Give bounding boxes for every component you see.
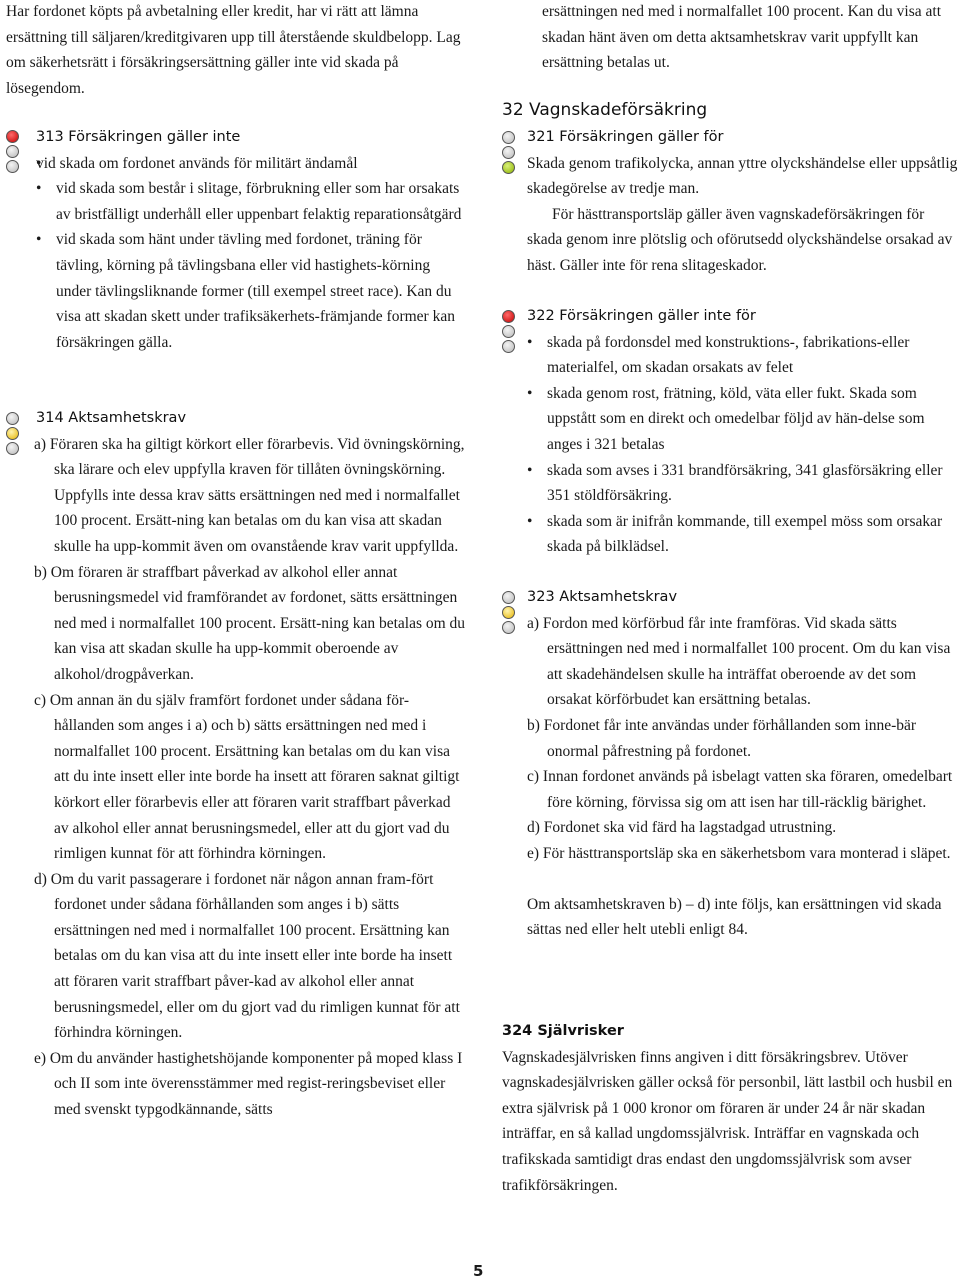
section-321-heading: 321 Försäkringen gäller för [527,129,724,145]
list-item: • skada på fordonsdel med konstruktions-, fabrikations-eller materialfel, om skadan orsakats av felet [527,330,958,381]
traffic-light-red-icon [502,310,515,355]
section-32-heading: 32 Vagnskadeförsäkring [502,100,708,120]
list-item: • skada som avses i 331 brandförsäkring, 341 glasförsäkring eller 351 stöldförsäkring. [527,458,958,509]
list-item: c) Innan fordonet används på isbelagt vatten ska föraren, omedelbart före körning, förvissa sig om att isen har till-räcklig bärighet. [527,768,953,811]
section-313-heading: 313 Försäkringen gäller inte [36,129,241,145]
section-321-text: Skada genom trafikolycka, annan yttre olyckshändelse eller uppsåtlig skadegörelse av tredje man. [527,154,958,198]
section-313 [36,125,468,355]
section-314-heading: 314 Aktsamhetskrav [36,410,187,426]
list-item: b) Fordonet får inte användas under förhållanden som inne-bär onormal påfrestning på fordonet. [527,716,917,760]
section-324-heading: 324 Självrisker [502,1023,624,1039]
list-item: e) För hästtransportsläp ska en säkerhetsbom vara monterad i släpet. [527,844,951,862]
traffic-light-red-icon [6,130,19,175]
intro-paragraph: Har fordonet köpts på avbetalning eller kredit, har vi rätt att lämna ersättning till säljaren/kreditgivaren upp till återstående skuldbelopp. Lag om säkerhetsrätt i försäkringsersättning gäller inte vid skada på lösegendom. [6,3,461,97]
section-322 [527,304,958,560]
continued-paragraph: ersättningen ned med i normalfallet 100 procent. Kan du visa att skadan hänt även om detta aktsamhetskrav varit uppfyllt kan ersättning betalas ut. [542,3,942,72]
section-321 [527,125,958,279]
list-item: a) Föraren ska ha giltigt körkort eller förarbevis. Vid övningskörning, ska lärare och elev uppfylla kraven för tillåten övningskörning. Uppfylls inte dessa krav sätts ersättningen ned med i normalfallet 100 procent. Ersätt-ning kan betalas om du kan visa att skadan skulle ha upp-kommit även om ovanstående krav varit uppfyllda. [34,435,465,555]
section-322-heading: 322 Försäkringen gäller inte för [527,308,756,324]
section-323 [527,585,958,943]
section-321-text-2: För hästtransportsläp gäller även vagnskadeförsäkringen för skada genom inre plötslig och oförutsedd olyckshändelse orsakad av häst. Gäller inte för rena slitageskador. [527,205,953,274]
list-item: • vid skada som består i slitage, förbrukning eller som har orsakats av bristfälligt underhåll eller uppenbart felaktig reparationsåtgärd [36,176,468,227]
traffic-light-yellow-icon [6,412,19,457]
list-item: • skada genom rost, frätning, köld, väta eller fukt. Skada som uppstått som en direkt och omedelbar följd av hän-delse som anges i 321 betalas [527,381,958,458]
list-item: • vid skada som hänt under tävling med fordonet, träning för tävling, körning på tävlingsbana eller vid hastighets-körning under tävlingsliknande former (till exempel street race). Kan du visa att skadan skett under trafiksäkerhets-främjande former kan försäkringen gälla. [36,227,468,355]
list-item: d) Om du varit passagerare i fordonet när någon annan fram-fört fordonet under sådana förhållanden som anges i b) sätts ersättningen ned med i normalfallet 100 procent. Ersättning kan betalas om du kan visa att du inte insett eller inte borde ha insett att föraren varit straffbart påver-kad av alkohol eller annat berusningsmedel, eller om du gjort vad du rimligen kunnat för att förhindra körningen. [34,870,460,1042]
section-323-heading: 323 Aktsamhetskrav [527,589,678,605]
list-item: d) Fordonet ska vid färd ha lagstadgad utrustning. [527,819,837,837]
section-324 [502,1019,958,1198]
list-item: c) Om annan än du själv framfört fordonet under sådana för-hållanden som anges i a) och b) sätts ersättningen ned med i normalfallet 100 procent. Ersättning kan betalas om du kan visa att du inte insett eller inte borde ha insett att föraren saknat giltigt körkort eller förarbevis eller att föraren varit straffbart påverkad av alkohol eller annat berusningsmedel, eller att du gjort vad du rimligen kunnat för att förhindra körningen. [34,691,460,863]
list-item: b) Om föraren är straffbart påverkad av alkohol eller annat berusningsmedel vid framförandet av fordonet, sätts ersättningen ned med i normalfallet 100 procent. Ersätt-ning kan betalas om du kan visa att skadan skulle ha upp-kommit oberoende av alkohol/drogpåverkan. [34,563,466,683]
page-number: 5 [473,1262,484,1280]
list-item: • vid skada om fordonet används för militärt ändamål [36,151,468,177]
traffic-light-green-icon [502,131,515,176]
list-item: • skada som är inifrån kommande, till exempel möss som orsakar skada på bilklädsel. [527,509,958,560]
traffic-light-yellow-icon [502,591,515,636]
section-314 [36,406,468,1123]
section-324-text: Vagnskadesjälvrisken finns angiven i ditt försäkringsbrev. Utöver vagnskadesjälvrisken gäller också för personbil, lätt lastbil och husbil en extra självrisk på 1 000 kronor om föraren är under 24 år när skadan inträffar, en så kallad ungdomssjälvrisk. Inträffar en vagnskada och trafikskada samtidigt dras endast den ungdomssjälvrisk som avser trafikförsäkringen. [502,1048,953,1194]
list-item: e) Om du använder hastighetshöjande komponenter på moped klass I och II som inte överensstämmer med regist-reringsbeviset eller med svenskt typgodkännande, sätts [34,1049,463,1119]
list-item: a) Fordon med körförbud får inte framföras. Vid skada sätts ersättningen ned med i normalfallet 100 procent. Om du kan visa att skadehändelsen skulle ha inträffat oberoende av det som orsakat körförbudet kan ersättning betalas. [527,614,951,709]
section-323-note: Om aktsamhetskraven b) – d) inte följs, kan ersättningen vid skada sättas ned eller helt utebli enligt 84. [527,895,942,939]
